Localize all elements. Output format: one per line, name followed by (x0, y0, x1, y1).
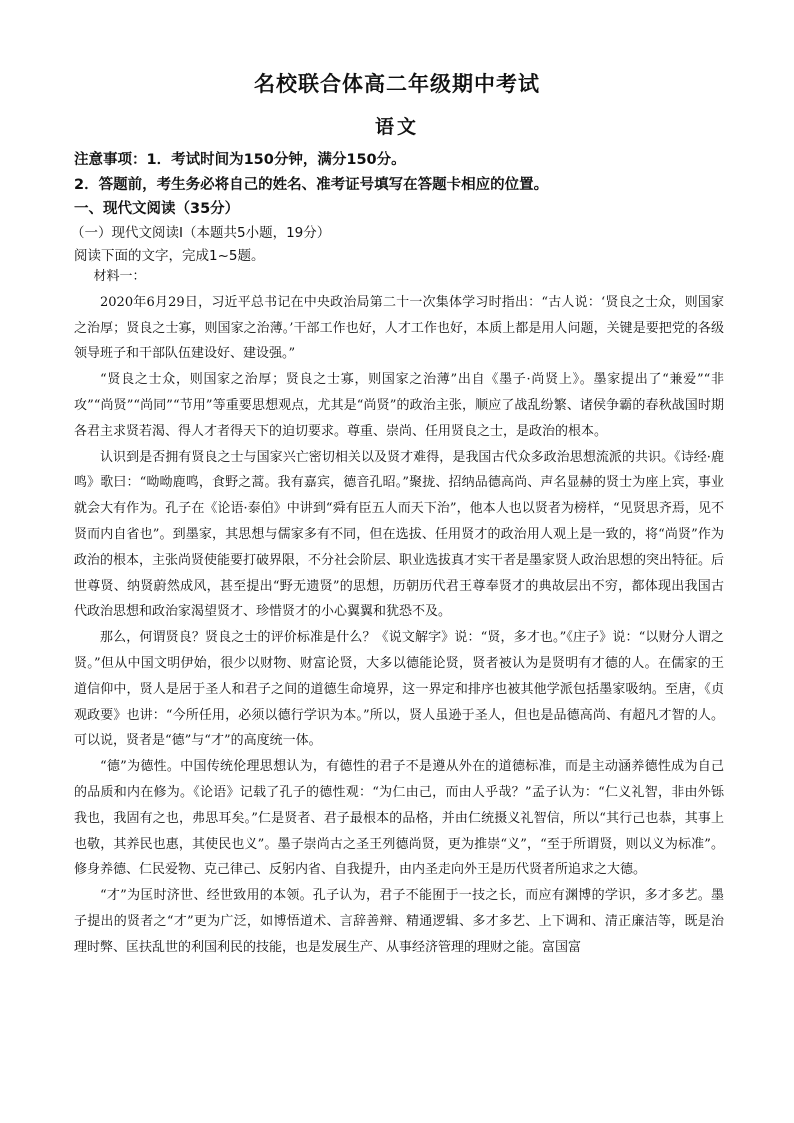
subsection-heading: （一）现代文阅读Ⅰ（本题共5小题，19分） (71, 225, 331, 241)
passage-paragraph: “才”为匡时济世、经世致用的本领。孔子认为，君子不能囿于一技之长，而应有渊博的学识，多才多艺。墨子提出的贤者之“才”更为广泛，如博悟道术、言辞善辩、精通逻辑、多才多艺、上下调和、清正廉洁等，既是治理时弊、匡扶乱世的利国利民的技能，也是发展生产、从事经济管理的理财之能。富国富 (74, 888, 724, 955)
material-label: 材料一： (93, 269, 146, 284)
passage-paragraph: 认识到是否拥有贤良之士与国家兴亡密切相关以及贤才难得，是我国古代众多政治思想流派的共识。《诗经·鹿鸣》歌曰：“呦呦鹿鸣，食野之蒿。我有嘉宾，德音孔昭。”聚拢、招纳品德高尚、声名显赫的贤士为座上宾，事业就会大有作为。孔子在《论语·泰伯》中讲到“舜有臣五人而天下治”，他本人也以贤者为榜样，“见贤思齐焉，见不贤而内自省也”。到墨家，其思想与儒家多有不同，但在选拔、任用贤才的政治用人观上是一致的，将“尚贤”作为政治的根本，主张尚贤使能要打破界限，不分社会阶层、职业选拔真才实干者是墨家贤人政治思想的突出特征。后世尊贤、纳贤蔚然成风，甚至提出“野无遗贤”的思想，历朝历代君王尊奉贤才的典故层出不穷，都体现出我国古代政治思想和政治家渴望贤才、珍惜贤才的小心翼翼和犹恐不及。 (74, 449, 725, 620)
exam-subject: 语文 (374, 116, 419, 138)
passage-paragraph: “贤良之士众，则国家之治厚；贤良之士寡，则国家之治薄”出自《墨子·尚贤上》。墨家提出了“兼爱”“非攻”“尚贤”“尚同”“节用”等重要思想观点，尤其是“尚贤”的政治主张，顺应了战乱纷繁、诸侯争霸的春秋战国时期各君主求贤若渴、得人才者得天下的迫切要求。尊重、崇尚、任用贤良之士，是政治的根本。 (74, 372, 724, 439)
passage-paragraph: 那么，何谓贤良？贤良之士的评价标准是什么？《说文解字》说：“贤，多才也。”《庄子》说：“以财分人谓之贤。”但从中国文明伊始，很少以财物、财富论贤，大多以德能论贤，贤者被认为是贤明有才德的人。在儒家的王道信仰中，贤人是居于圣人和君子之间的道德生命境界，这一界定和排序也被其他学派包括墨家吸纳。至唐，《贞观政要》也讲：“今所任用，必须以德行学识为本。”所以，贤人虽逊于圣人，但也是品德高尚、有超凡才智的人。可以说，贤者是“德”与“才”的高度统一体。 (74, 630, 724, 749)
notice-line-1: 注意事项：1．考试时间为150分钟，满分150分。 (74, 152, 406, 168)
notice-line-2: 2．答题前，考生务必将自己的姓名、准考证号填写在答题卡相应的位置。 (74, 177, 549, 193)
exam-title: 名校联合体高二年级期中考试 (254, 71, 540, 96)
section-heading: 一、现代文阅读（35分） (74, 201, 240, 217)
reading-instruction: 阅读下面的文字，完成1~5题。 (74, 248, 265, 264)
passage-paragraph: 2020年6月29日，习近平总书记在中央政治局第二十一次集体学习时指出：“古人说：‘贤良之士众，则国家之治厚；贤良之士寡，则国家之治薄。’干部工作也好，人才工作也好，本质上都是用人问题，关键是要把党的各级领导班子和干部队伍建设好、建设强。” (74, 294, 724, 362)
passage-paragraph: “德”为德性。中国传统伦理思想认为，有德性的君子不是遵从外在的道德标准，而是主动涵养德性成为自己的品质和内在修为。《论语》记载了孔子的德性观：“为仁由己，而由人乎哉？”孟子认为：“仁义礼智，非由外铄我也，我固有之也，弗思耳矣。”仁是贤者、君子最根本的品格，并由仁统摄义礼智信，所以“其行己也恭，其事上也敬，其养民也惠，其使民也义”。墨子崇尚古之圣王列德尚贤，更为推崇“义”，“至于所谓贤，则以义为标准”。修身养德、仁民爱物、克己律己、反躬内省、自我提升，由内圣走向外王是历代贤者所追求之大德。 (74, 759, 724, 878)
reading-passage (74, 264, 724, 961)
